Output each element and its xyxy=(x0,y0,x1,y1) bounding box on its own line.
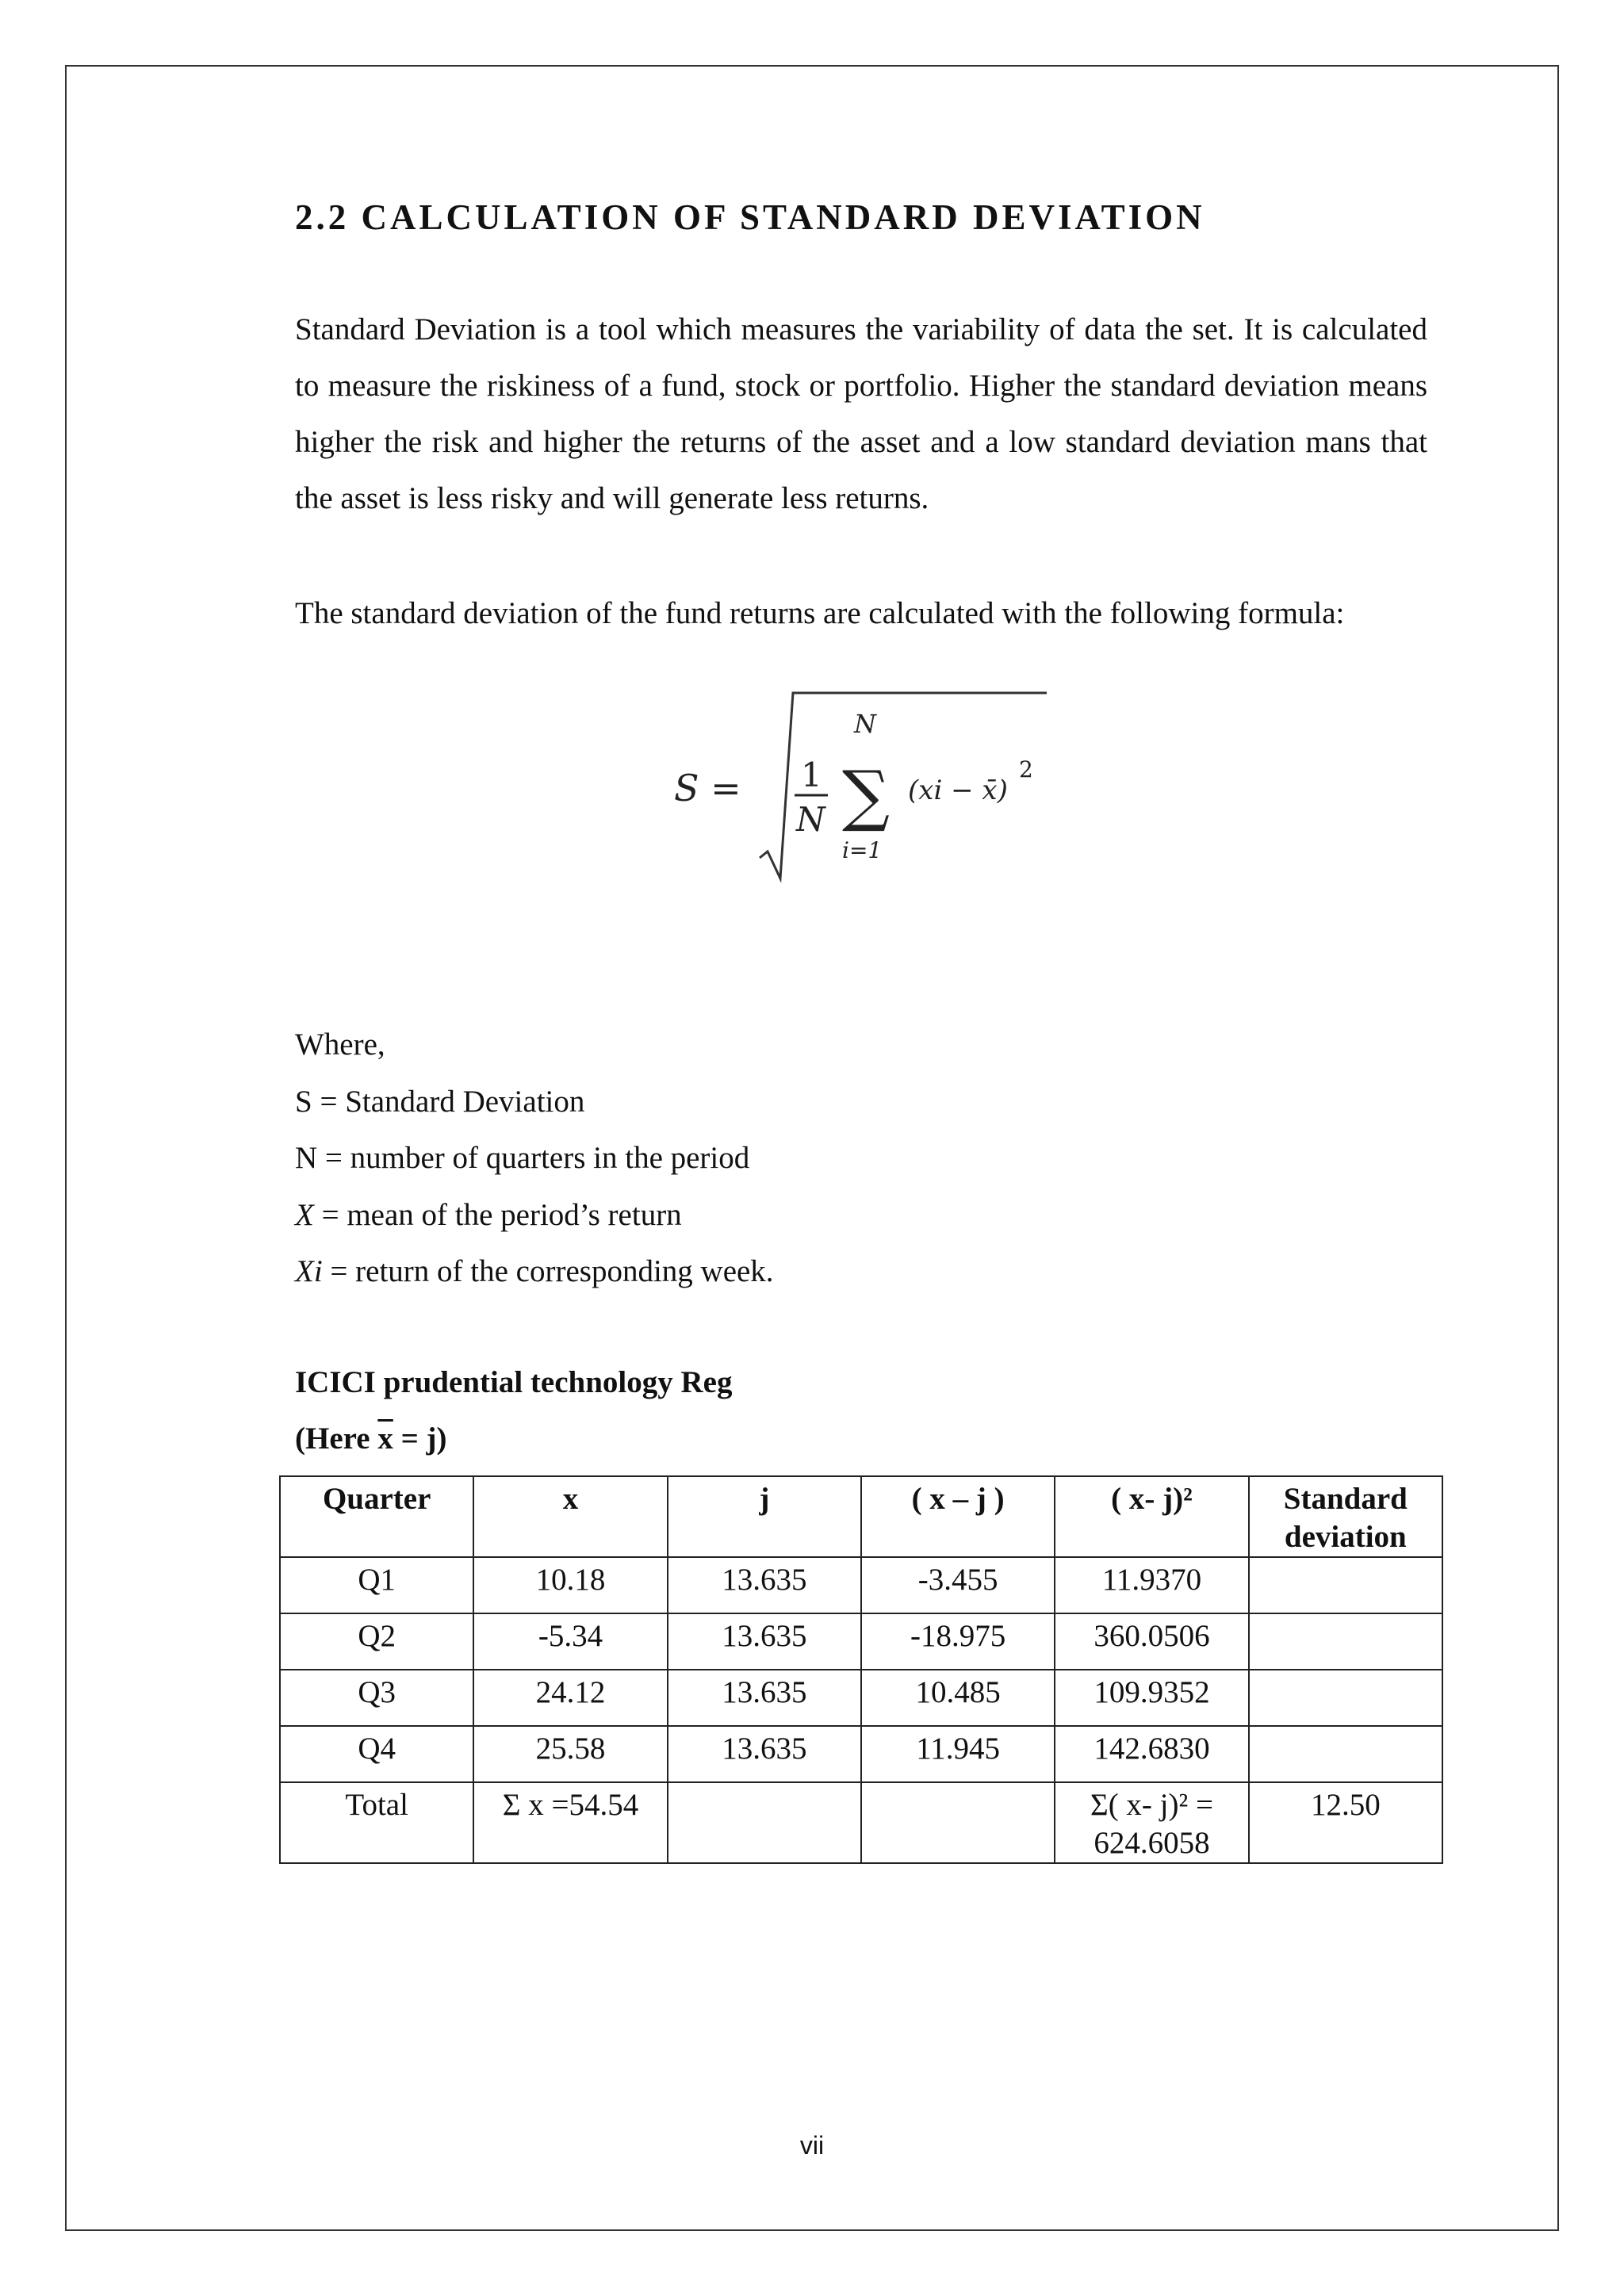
formula-graphic xyxy=(666,682,1063,904)
header-x: x xyxy=(473,1476,667,1557)
table-cell xyxy=(1249,1613,1442,1670)
formula-numerator: 1 xyxy=(801,756,822,794)
table-cell: 25.58 xyxy=(473,1726,667,1782)
total-standard-deviation: 12.50 xyxy=(1249,1782,1442,1863)
sum-lower-limit: i=1 xyxy=(842,837,883,863)
table-cell: 13.635 xyxy=(668,1726,861,1782)
table-cell xyxy=(668,1782,861,1863)
table-row xyxy=(280,1613,1442,1670)
definitions-intro: Where, xyxy=(295,1027,385,1062)
table-cell: 10.485 xyxy=(861,1670,1055,1726)
table-cell: Q4 xyxy=(280,1726,473,1782)
definition-symbol: X xyxy=(295,1197,314,1232)
mean-note-prefix: (Here xyxy=(295,1422,378,1456)
header-x-minus-j-squared: ( x- j)² xyxy=(1055,1476,1248,1557)
fund-title-block xyxy=(295,1354,732,1467)
definition-symbol: S xyxy=(295,1084,312,1119)
table-cell: 11.945 xyxy=(861,1726,1055,1782)
intro-paragraph: Standard Deviation is a tool which measures the variability of data the set. It is calculated to measure the riskiness of a fund, stock or portfolio. Higher the standard deviation means higher the risk and higher the returns of the asset and a low standard deviation mans that the asset is less risky and will generate less returns. xyxy=(295,312,1427,515)
table-cell: 13.635 xyxy=(668,1670,861,1726)
mean-note-variable: $\overline{x}$ xyxy=(377,1422,393,1456)
formula-exponent: 2 xyxy=(1019,756,1033,783)
table-cell: 360.0506 xyxy=(1055,1613,1248,1670)
table-cell: Q2 xyxy=(280,1613,473,1670)
table-cell: 109.9352 xyxy=(1055,1670,1248,1726)
table-row xyxy=(280,1726,1442,1782)
table-cell: 13.635 xyxy=(668,1557,861,1613)
fund-name: ICICI prudential technology Reg xyxy=(295,1365,733,1399)
table-cell: Q1 xyxy=(280,1557,473,1613)
table-header-row xyxy=(280,1476,1442,1557)
definition-n xyxy=(295,1130,774,1187)
section-heading: 2.2 CALCULATION OF STANDARD DEVIATION xyxy=(295,197,1205,237)
formula-lhs: S = xyxy=(674,767,741,809)
header-quarter: Quarter xyxy=(280,1476,473,1557)
formula-denominator: N xyxy=(796,800,825,839)
variable-definitions xyxy=(295,1016,774,1300)
header-x-minus-j: ( x – j ) xyxy=(861,1476,1055,1557)
total-x-sum: Σ x =54.54 xyxy=(473,1782,667,1863)
definition-xi xyxy=(295,1243,774,1300)
table-cell: 142.6830 xyxy=(1055,1726,1248,1782)
mean-note xyxy=(295,1410,732,1467)
formula-intro-paragraph: The standard deviation of the fund returns are calculated with the following formula: xyxy=(295,596,1345,630)
table-cell: 11.9370 xyxy=(1055,1557,1248,1613)
definition-text: = number of quarters in the period xyxy=(317,1141,750,1175)
table-row xyxy=(280,1557,1442,1613)
table-total-row xyxy=(280,1782,1442,1863)
definition-text: = return of the corresponding week. xyxy=(322,1254,774,1288)
definition-text: = mean of the period’s return xyxy=(313,1197,682,1232)
table-cell xyxy=(861,1782,1055,1863)
table-cell: -3.455 xyxy=(861,1557,1055,1613)
definition-text: = Standard Deviation xyxy=(312,1084,585,1119)
standard-deviation-table xyxy=(279,1475,1443,1864)
page-number: vii xyxy=(799,2131,825,2160)
table-cell: 24.12 xyxy=(473,1670,667,1726)
table-cell: Q3 xyxy=(280,1670,473,1726)
table-cell xyxy=(1249,1726,1442,1782)
table-row xyxy=(280,1670,1442,1726)
sum-upper-limit: N xyxy=(854,709,876,739)
definition-symbol: N xyxy=(295,1141,318,1175)
table-cell xyxy=(1249,1557,1442,1613)
table-cell: 10.18 xyxy=(473,1557,667,1613)
header-standard-deviation: Standard deviation xyxy=(1249,1476,1442,1557)
sigma-symbol: ∑ xyxy=(842,756,890,834)
header-j: j xyxy=(668,1476,861,1557)
formula-term: (xi − x̄) xyxy=(908,775,1008,806)
total-squared-sum: Σ( x- j)² = 624.6058 xyxy=(1055,1782,1248,1863)
table-cell xyxy=(1249,1670,1442,1726)
definition-x xyxy=(295,1187,774,1244)
table-cell: -5.34 xyxy=(473,1613,667,1670)
table-cell: 13.635 xyxy=(668,1613,861,1670)
total-label: Total xyxy=(280,1782,473,1863)
standard-deviation-formula xyxy=(666,682,1063,904)
table-cell: -18.975 xyxy=(861,1613,1055,1670)
mean-note-suffix: = j) xyxy=(393,1422,447,1456)
definition-s xyxy=(295,1073,774,1131)
definition-symbol: Xi xyxy=(295,1254,323,1288)
